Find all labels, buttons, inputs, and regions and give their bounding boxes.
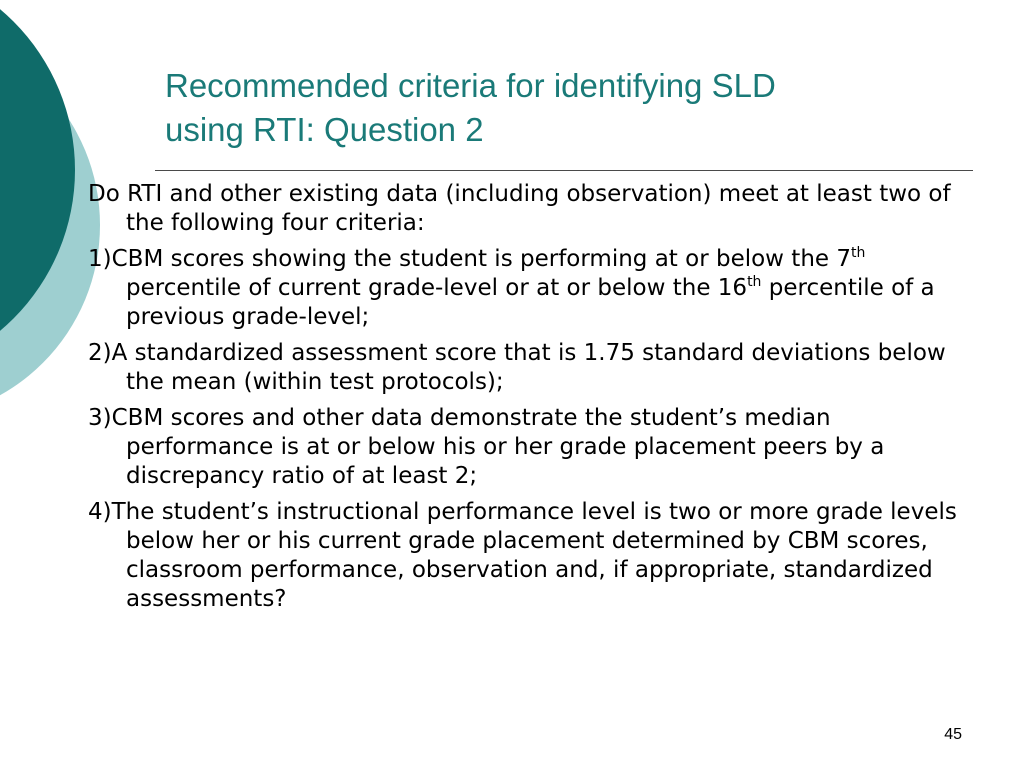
page-number: 45 <box>944 726 962 743</box>
criterion-1 <box>88 245 968 332</box>
criterion-2: 2)A standardized assessment score that is 1.75 standard deviations below the mean (within test protocols); <box>88 340 946 395</box>
criterion-3: 3)CBM scores and other data demonstrate the student’s median performance is at or below his or her grade placement peers by a discrepancy ratio of at least 2; <box>88 405 885 489</box>
criterion-1-text-b: percentile of current grade-level or at or below the 16 <box>126 275 748 301</box>
title-divider <box>155 170 973 171</box>
criterion-4: 4)The student’s instructional performance level is two or more grade levels below her or his current grade placement determined by CBM scores, classroom performance, observation and, if appropriate, standardized assessments? <box>88 499 957 612</box>
criterion-1-text-c: percentile of a previous grade-level; <box>126 275 935 330</box>
intro-paragraph: Do RTI and other existing data (including observation) meet at least two of the following four criteria: <box>88 181 951 236</box>
slide-title-line-1: Recommended criteria for identifying SLD <box>165 67 776 104</box>
slide-body <box>88 180 968 621</box>
slide-title-line-2: using RTI: Question 2 <box>165 111 484 148</box>
criterion-1-superscript-a: th <box>851 245 866 261</box>
criterion-1-superscript-b: th <box>747 274 762 290</box>
slide-title <box>165 64 965 152</box>
criterion-1-text-a: 1)CBM scores showing the student is performing at or below the 7 <box>88 246 851 272</box>
